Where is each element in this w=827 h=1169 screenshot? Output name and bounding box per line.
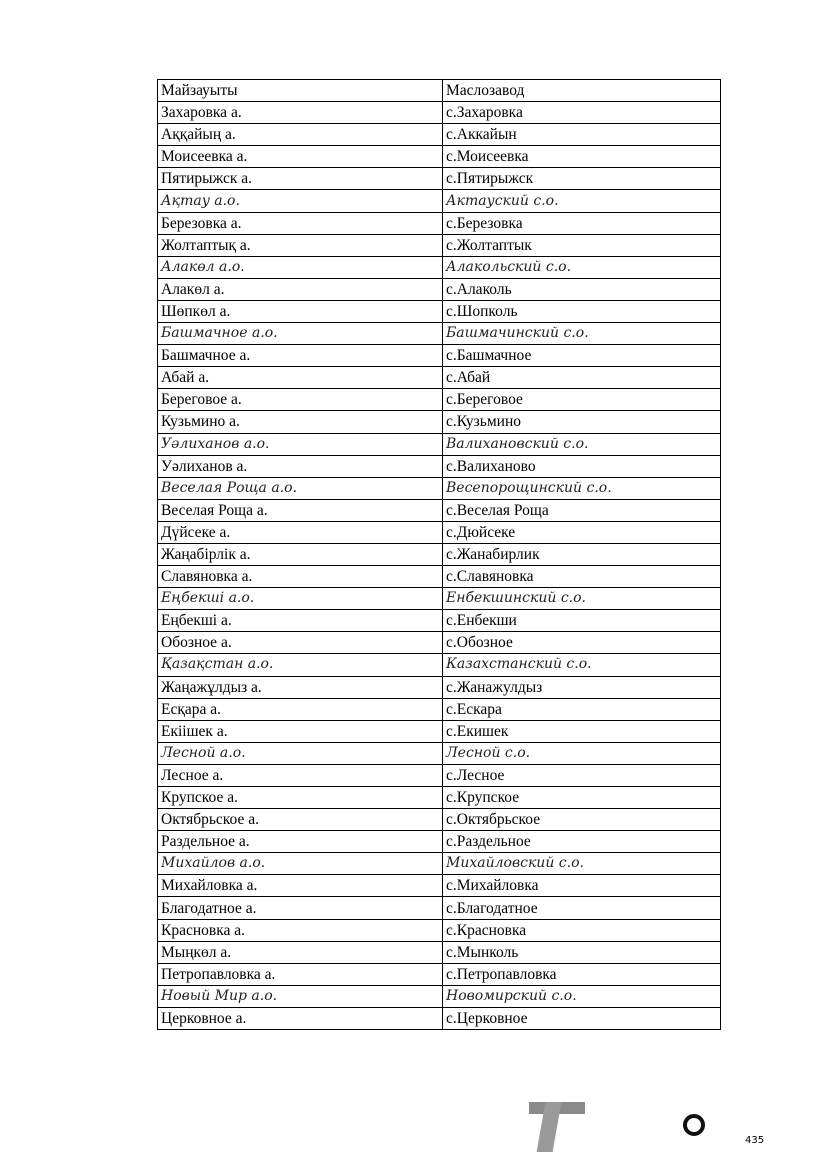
kazakh-name-cell: Аққайың а. (158, 124, 443, 146)
russian-name-cell: Алакольский с.о. (443, 256, 721, 278)
kazakh-name-cell: Октябрьское а. (158, 809, 443, 831)
russian-name-cell: с.Петропавловка (443, 963, 721, 985)
kazakh-name-cell: Жаңабірлік а. (158, 543, 443, 565)
table-row (158, 566, 721, 588)
table-row (158, 124, 721, 146)
russian-name-cell: с.Енбекши (443, 610, 721, 632)
russian-name-cell: Михайловский с.о. (443, 853, 721, 875)
kazakh-name-cell: Петропавловка а. (158, 963, 443, 985)
kazakh-name-cell: Обозное а. (158, 632, 443, 654)
table-row (158, 146, 721, 168)
page-number: 435 (745, 1135, 765, 1146)
table-row (158, 1007, 721, 1029)
table-row (158, 278, 721, 300)
russian-name-cell: с.Алаколь (443, 278, 721, 300)
russian-name-cell: с.Екишек (443, 720, 721, 742)
kazakh-name-cell: Башмачное а. (158, 345, 443, 367)
table-row (158, 720, 721, 742)
russian-name-cell: с.Веселая Роща (443, 499, 721, 521)
table-row (158, 853, 721, 875)
kazakh-name-cell: Шөпкөл а. (158, 300, 443, 322)
table-row (158, 411, 721, 433)
kazakh-name-cell: Веселая Роща а.о. (158, 477, 443, 499)
table-row (158, 455, 721, 477)
table-row (158, 543, 721, 565)
kazakh-name-cell: Жаңажұлдыз а. (158, 676, 443, 698)
kazakh-name-cell: Уәлиханов а.о. (158, 433, 443, 455)
russian-name-cell: с.Березовка (443, 212, 721, 234)
kazakh-name-cell: Есқара а. (158, 698, 443, 720)
russian-name-cell: с.Мынколь (443, 941, 721, 963)
table-row (158, 742, 721, 764)
russian-name-cell: Лесной с.о. (443, 742, 721, 764)
kazakh-name-cell: Крупское а. (158, 787, 443, 809)
russian-name-cell: с.Башмачное (443, 345, 721, 367)
russian-name-cell: с.Обозное (443, 632, 721, 654)
russian-name-cell: с.Абай (443, 367, 721, 389)
kazakh-name-cell: Жолтаптық а. (158, 234, 443, 256)
russian-name-cell: Маслозавод (443, 80, 721, 102)
kazakh-name-cell: Башмачное а.о. (158, 323, 443, 345)
table-row (158, 477, 721, 499)
russian-name-cell: с.Михайловка (443, 875, 721, 897)
kazakh-name-cell: Красновка а. (158, 919, 443, 941)
kazakh-name-cell: Михайловка а. (158, 875, 443, 897)
kazakh-name-cell: Мыңкөл а. (158, 941, 443, 963)
table-row (158, 809, 721, 831)
kazakh-name-cell: Пятирыжск а. (158, 168, 443, 190)
table-row (158, 190, 721, 212)
table-row (158, 234, 721, 256)
table-row (158, 102, 721, 124)
russian-name-cell: с.Пятирыжск (443, 168, 721, 190)
kazakh-name-cell: Славяновка а. (158, 566, 443, 588)
table-row (158, 963, 721, 985)
russian-name-cell: Башмачинский с.о. (443, 323, 721, 345)
russian-name-cell: Весепорощинский с.о. (443, 477, 721, 499)
russian-name-cell: с.Ескара (443, 698, 721, 720)
kazakh-name-cell: Новый Мир а.о. (158, 985, 443, 1007)
table-row (158, 787, 721, 809)
kazakh-name-cell: Еңбекші а.о. (158, 588, 443, 610)
table-row (158, 80, 721, 102)
russian-name-cell: с.Аккайын (443, 124, 721, 146)
table-row (158, 610, 721, 632)
russian-name-cell: с.Октябрьское (443, 809, 721, 831)
russian-name-cell: с.Шопколь (443, 300, 721, 322)
russian-name-cell: с.Захаровка (443, 102, 721, 124)
termincom-logo (523, 1098, 823, 1156)
kazakh-name-cell: Лесное а. (158, 764, 443, 786)
table-row (158, 433, 721, 455)
russian-name-cell: с.Дюйсеке (443, 521, 721, 543)
kazakh-name-cell: Қазақстан а.о. (158, 654, 443, 676)
russian-name-cell: с.Кузьмино (443, 411, 721, 433)
kazakh-name-cell: Алакөл а.о. (158, 256, 443, 278)
russian-name-cell: Новомирский с.о. (443, 985, 721, 1007)
russian-name-cell: с.Береговое (443, 389, 721, 411)
table-row (158, 588, 721, 610)
table-row (158, 654, 721, 676)
table-row (158, 941, 721, 963)
kazakh-name-cell: Алакөл а. (158, 278, 443, 300)
table-row (158, 323, 721, 345)
kazakh-name-cell: Благодатное а. (158, 897, 443, 919)
russian-name-cell: с.Жанажулдыз (443, 676, 721, 698)
russian-name-cell: с.Лесное (443, 764, 721, 786)
kazakh-name-cell: Церковное а. (158, 1007, 443, 1029)
table-row (158, 499, 721, 521)
table-row (158, 256, 721, 278)
table-row (158, 168, 721, 190)
table-row (158, 698, 721, 720)
russian-name-cell: с.Раздельное (443, 831, 721, 853)
russian-name-cell: с.Крупское (443, 787, 721, 809)
magnifier-icon (683, 1114, 705, 1136)
kazakh-name-cell: Екіішек а. (158, 720, 443, 742)
table-row (158, 831, 721, 853)
kazakh-name-cell: Абай а. (158, 367, 443, 389)
russian-name-cell: с.Валиханово (443, 455, 721, 477)
russian-name-cell: с.Жолтаптык (443, 234, 721, 256)
russian-name-cell: Валихановский с.о. (443, 433, 721, 455)
russian-name-cell: Енбекшинский с.о. (443, 588, 721, 610)
table-row (158, 300, 721, 322)
kazakh-name-cell: Веселая Роща а. (158, 499, 443, 521)
kazakh-name-cell: Березовка а. (158, 212, 443, 234)
russian-name-cell: с.Церковное (443, 1007, 721, 1029)
kazakh-name-cell: Майзауыты (158, 80, 443, 102)
russian-name-cell: с.Жанабирлик (443, 543, 721, 565)
kazakh-name-cell: Раздельное а. (158, 831, 443, 853)
table-row (158, 521, 721, 543)
table-row (158, 389, 721, 411)
kazakh-name-cell: Уәлиханов а. (158, 455, 443, 477)
table-row (158, 212, 721, 234)
table-row (158, 875, 721, 897)
kazakh-name-cell: Лесной а.о. (158, 742, 443, 764)
russian-name-cell: с.Славяновка (443, 566, 721, 588)
place-names-table (157, 79, 721, 1030)
table-row (158, 897, 721, 919)
kazakh-name-cell: Еңбекші а. (158, 610, 443, 632)
table-row (158, 985, 721, 1007)
table-row (158, 764, 721, 786)
table-row (158, 919, 721, 941)
russian-name-cell: с.Моисеевка (443, 146, 721, 168)
kazakh-name-cell: Михайлов а.о. (158, 853, 443, 875)
kazakh-name-cell: Захаровка а. (158, 102, 443, 124)
table-row (158, 676, 721, 698)
kazakh-name-cell: Кузьмино а. (158, 411, 443, 433)
kazakh-name-cell: Береговое а. (158, 389, 443, 411)
kazakh-name-cell: Дүйсеке а. (158, 521, 443, 543)
russian-name-cell: Актауский с.о. (443, 190, 721, 212)
table-body (158, 80, 721, 1030)
table-row (158, 345, 721, 367)
russian-name-cell: с.Красновка (443, 919, 721, 941)
kazakh-name-cell: Ақтау а.о. (158, 190, 443, 212)
table-row (158, 632, 721, 654)
kazakh-name-cell: Моисеевка а. (158, 146, 443, 168)
table-row (158, 367, 721, 389)
russian-name-cell: Казахстанский с.о. (443, 654, 721, 676)
russian-name-cell: с.Благодатное (443, 897, 721, 919)
